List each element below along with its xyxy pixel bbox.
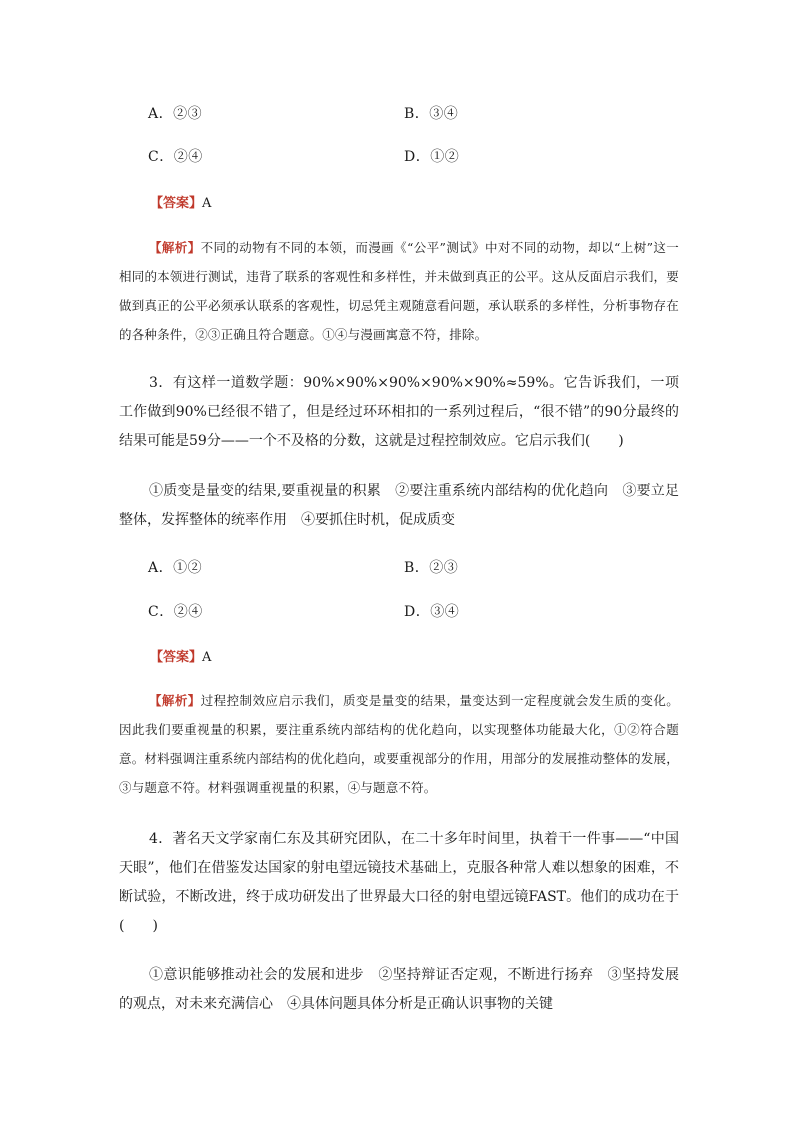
answer-value: A xyxy=(202,650,212,665)
q2-option-b: B．③④ xyxy=(404,106,459,122)
q2-analysis xyxy=(119,233,679,349)
q2-answer xyxy=(150,192,211,211)
answer-value: A xyxy=(202,196,212,211)
q2-option-a: A．②③ xyxy=(148,106,203,122)
answer-tag: 【答案】 xyxy=(150,196,203,211)
analysis-tag: 【解析】 xyxy=(149,240,201,255)
analysis-text: 过程控制效应启示我们，质变是量变的结果，量变达到一定程度就会发生质的变化。因此我们要重视量的积累，要注重系统内部结构的优化趋向，以实现整体功能最大化，①②符合题意。材料强调注重系统内部结构的优化趋向，或要重视部分的作用，用部分的发展推动整体的发展，③与题意不符。材料强调重视量的积累，④与题意不符。 xyxy=(119,693,679,795)
q3-option-b: B．②③ xyxy=(404,560,459,576)
q3-statements: ①质变是量变的结果,要重视量的积累 ②要注重系统内部结构的优化趋向 ③要立足整体，发挥整体的统率作用 ④要抓住时机，促成质变 xyxy=(119,483,679,528)
q4-stem: 4．著名天文学家南仁东及其研究团队，在二十多年时间里，执着干一件事——“中国天眼”，他们在借鉴发达国家的射电望远镜技术基础上，克服各种常人难以想象的困难，不断试验，不断改进，终于成功研发出了世界最大口径的射电望远镜FAST。他们的成功在于( ) xyxy=(119,831,679,934)
answer-tag: 【答案】 xyxy=(150,650,203,665)
analysis-text: 不同的动物有不同的本领，而漫画《“公平”测试》中对不同的动物，却以“上树”这一相同的本领进行测试，违背了联系的客观性和多样性，并未做到真正的公平。这从反面启示我们，要做到真正的公平必须承认联系的客观性，切忌凭主观随意看问题，承认联系的多样性，分析事物存在的各种条件，②③正确且符合题意。①④与漫画寓意不符，排除。 xyxy=(119,240,679,342)
q2-option-c: C．②④ xyxy=(148,149,203,165)
analysis-tag: 【解析】 xyxy=(149,693,201,708)
q2-option-d: D．①② xyxy=(404,149,460,165)
q4-statements: ①意识能够推动社会的发展和进步 ②坚持辩证否定观，不断进行扬弃 ③坚持发展的观点，对未来充满信心 ④具体问题具体分析是正确认识事物的关键 xyxy=(119,967,679,1012)
q3-analysis xyxy=(119,686,679,802)
q3-option-a: A．①② xyxy=(148,560,203,576)
q3-answer xyxy=(150,646,211,665)
q3-option-c: C．②④ xyxy=(148,604,203,620)
q3-option-d: D．③④ xyxy=(404,604,460,620)
q3-stem: 3．有这样一道数学题：90%×90%×90%×90%×90%≈59%。它告诉我们，一项工作做到90%已经很不错了，但是经过环环相扣的一系列过程后，“很不错”的90分最终的结果可能是59分——一个不及格的分数，这就是过程控制效应。它启示我们( ) xyxy=(119,375,679,449)
